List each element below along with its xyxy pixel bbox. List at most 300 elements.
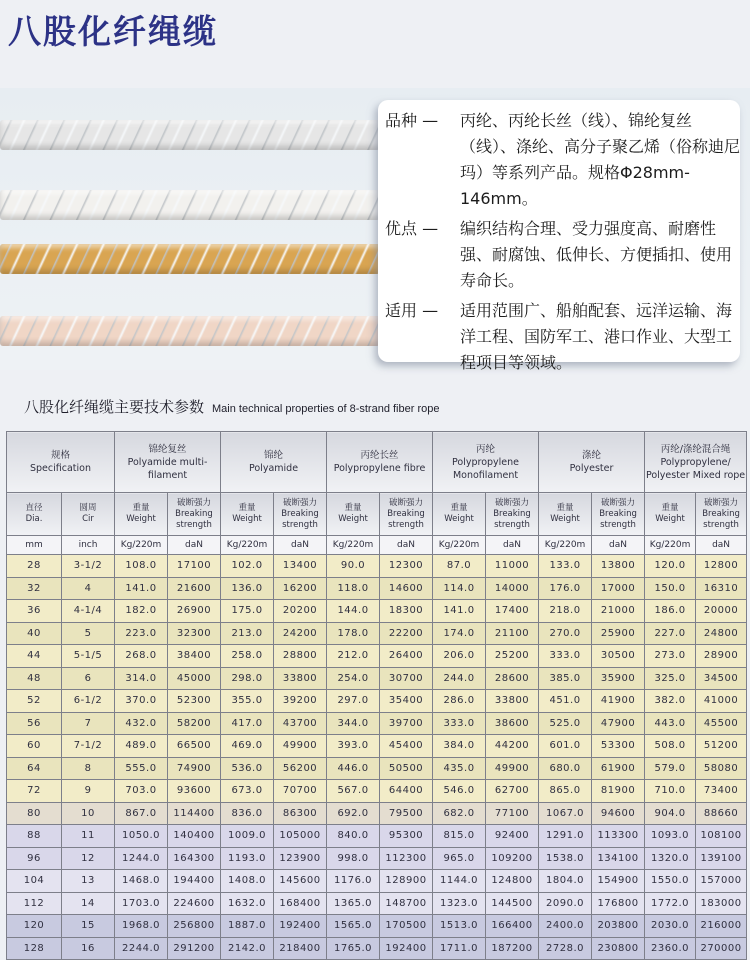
table-cell: 56 bbox=[7, 712, 62, 735]
table-cell: 273.0 bbox=[645, 645, 696, 668]
table-cell: 17400 bbox=[486, 600, 539, 623]
unit-cell: Kg/220m bbox=[433, 536, 486, 555]
subheader-weight bbox=[115, 493, 168, 536]
table-cell: 40 bbox=[7, 622, 62, 645]
table-cell: 865.0 bbox=[539, 780, 592, 803]
table-cell: 26900 bbox=[168, 600, 221, 623]
table-cell: 64 bbox=[7, 757, 62, 780]
table-cell: 297.0 bbox=[327, 690, 380, 713]
table-cell: 150.0 bbox=[645, 577, 696, 600]
subheader-cn: 直径 bbox=[25, 503, 43, 513]
table-cell: 393.0 bbox=[327, 735, 380, 758]
table-cell: 88660 bbox=[696, 802, 747, 825]
table-cell: 325.0 bbox=[645, 667, 696, 690]
table-cell: 32 bbox=[7, 577, 62, 600]
table-cell: 21100 bbox=[486, 622, 539, 645]
table-cell: 120.0 bbox=[645, 555, 696, 578]
subheader-weight bbox=[539, 493, 592, 536]
table-cell: 38600 bbox=[486, 712, 539, 735]
table-cell: 10 bbox=[62, 802, 115, 825]
table-cell: 2030.0 bbox=[645, 915, 696, 938]
unit-cell: daN bbox=[380, 536, 433, 555]
table-cell: 134100 bbox=[592, 847, 645, 870]
table-cell: 112 bbox=[7, 892, 62, 915]
table-cell: 20000 bbox=[696, 600, 747, 623]
table-cell: 175.0 bbox=[221, 600, 274, 623]
table-cell: 74900 bbox=[168, 757, 221, 780]
table-subtitle bbox=[24, 396, 439, 417]
table-cell: 114.0 bbox=[433, 577, 486, 600]
description-text: 丙纶、丙纶长丝（线）、锦纶复丝（线）、涤纶、高分子聚乙烯（俗称迪尼玛）等系列产品。规格Φ28mm-146mm。 bbox=[460, 111, 741, 208]
table-cell: 1538.0 bbox=[539, 847, 592, 870]
table-row bbox=[7, 645, 747, 668]
table-cell: 52 bbox=[7, 690, 62, 713]
table-cell: 435.0 bbox=[433, 757, 486, 780]
table-cell: 33800 bbox=[274, 667, 327, 690]
table-cell: 144.0 bbox=[327, 600, 380, 623]
table-cell: 508.0 bbox=[645, 735, 696, 758]
table-cell: 692.0 bbox=[327, 802, 380, 825]
table-cell: 56200 bbox=[274, 757, 327, 780]
table-cell: 18300 bbox=[380, 600, 433, 623]
description-advantages bbox=[385, 216, 740, 294]
table-cell: 489.0 bbox=[115, 735, 168, 758]
table-row bbox=[7, 667, 747, 690]
table-cell: 370.0 bbox=[115, 690, 168, 713]
table-cell: 836.0 bbox=[221, 802, 274, 825]
subheader-diameter bbox=[7, 493, 62, 536]
table-cell: 11000 bbox=[486, 555, 539, 578]
table-row bbox=[7, 735, 747, 758]
table-row bbox=[7, 757, 747, 780]
table-cell: 21600 bbox=[168, 577, 221, 600]
table-cell: 92400 bbox=[486, 825, 539, 848]
page-title: 八股化纤绳缆 bbox=[8, 12, 218, 51]
table-row bbox=[7, 870, 747, 893]
table-cell: 47900 bbox=[592, 712, 645, 735]
table-cell: 451.0 bbox=[539, 690, 592, 713]
table-cell: 227.0 bbox=[645, 622, 696, 645]
table-cell: 124800 bbox=[486, 870, 539, 893]
table-cell: 443.0 bbox=[645, 712, 696, 735]
table-cell: 673.0 bbox=[221, 780, 274, 803]
table-cell: 114400 bbox=[168, 802, 221, 825]
table-cell: 178.0 bbox=[327, 622, 380, 645]
subheader-en: Breaking strength bbox=[175, 508, 213, 530]
table-cell: 52300 bbox=[168, 690, 221, 713]
table-cell: 2244.0 bbox=[115, 937, 168, 960]
table-cell: 24800 bbox=[696, 622, 747, 645]
description-applications bbox=[385, 298, 740, 376]
product-banner bbox=[0, 88, 750, 370]
table-cell: 1323.0 bbox=[433, 892, 486, 915]
table-cell: 555.0 bbox=[115, 757, 168, 780]
table-row bbox=[7, 780, 747, 803]
subheader-breaking-strength bbox=[274, 493, 327, 536]
table-cell: 601.0 bbox=[539, 735, 592, 758]
subheader-cn: 破断强力 bbox=[495, 497, 530, 508]
table-cell: 16 bbox=[62, 937, 115, 960]
table-cell: 256800 bbox=[168, 915, 221, 938]
table-cell: 44200 bbox=[486, 735, 539, 758]
table-cell: 53300 bbox=[592, 735, 645, 758]
unit-cell: Kg/220m bbox=[115, 536, 168, 555]
table-cell: 7 bbox=[62, 712, 115, 735]
header-en: Specification bbox=[30, 463, 91, 474]
table-cell: 254.0 bbox=[327, 667, 380, 690]
table-cell: 72 bbox=[7, 780, 62, 803]
table-cell: 176.0 bbox=[539, 577, 592, 600]
subheader-breaking-strength bbox=[168, 493, 221, 536]
table-cell: 13 bbox=[62, 870, 115, 893]
table-cell: 1193.0 bbox=[221, 847, 274, 870]
table-cell: 4-1/4 bbox=[62, 600, 115, 623]
table-cell: 80 bbox=[7, 802, 62, 825]
table-cell: 546.0 bbox=[433, 780, 486, 803]
subheader-en: Breaking strength bbox=[599, 508, 637, 530]
table-row bbox=[7, 690, 747, 713]
header-cn: 丙纶/涤纶混合绳 bbox=[660, 443, 731, 455]
table-cell: 24200 bbox=[274, 622, 327, 645]
table-cell: 1320.0 bbox=[645, 847, 696, 870]
header-polyamide-multifilament bbox=[115, 432, 221, 493]
header-mixed-rope bbox=[645, 432, 747, 493]
table-cell: 90.0 bbox=[327, 555, 380, 578]
table-cell: 96 bbox=[7, 847, 62, 870]
table-cell: 26400 bbox=[380, 645, 433, 668]
table-cell: 35900 bbox=[592, 667, 645, 690]
table-cell: 139100 bbox=[696, 847, 747, 870]
table-cell: 16310 bbox=[696, 577, 747, 600]
table-row bbox=[7, 555, 747, 578]
table-cell: 1009.0 bbox=[221, 825, 274, 848]
header-cn: 锦纶 bbox=[264, 450, 284, 461]
table-cell: 12300 bbox=[380, 555, 433, 578]
table-cell: 168400 bbox=[274, 892, 327, 915]
table-cell: 9 bbox=[62, 780, 115, 803]
table-cell: 60 bbox=[7, 735, 62, 758]
table-cell: 6-1/2 bbox=[62, 690, 115, 713]
table-cell: 187200 bbox=[486, 937, 539, 960]
table-row bbox=[7, 622, 747, 645]
subheader-weight bbox=[221, 493, 274, 536]
subheader-en: Breaking strength bbox=[493, 508, 531, 530]
description-block bbox=[385, 108, 740, 380]
table-cell: 182.0 bbox=[115, 600, 168, 623]
table-cell: 314.0 bbox=[115, 667, 168, 690]
subheader-cn: 重量 bbox=[450, 503, 468, 513]
table-cell: 417.0 bbox=[221, 712, 274, 735]
table-cell: 36 bbox=[7, 600, 62, 623]
table-cell: 1050.0 bbox=[115, 825, 168, 848]
subheader-en: Cir bbox=[82, 514, 94, 524]
table-cell: 48 bbox=[7, 667, 62, 690]
table-cell: 140400 bbox=[168, 825, 221, 848]
table-cell: 25900 bbox=[592, 622, 645, 645]
table-cell: 469.0 bbox=[221, 735, 274, 758]
table-cell: 4 bbox=[62, 577, 115, 600]
table-cell: 904.0 bbox=[645, 802, 696, 825]
table-cell: 94600 bbox=[592, 802, 645, 825]
subheader-en: Breaking strength bbox=[702, 508, 740, 530]
table-cell: 30700 bbox=[380, 667, 433, 690]
table-cell: 144500 bbox=[486, 892, 539, 915]
table-cell: 1632.0 bbox=[221, 892, 274, 915]
table-cell: 49900 bbox=[486, 757, 539, 780]
table-row bbox=[7, 802, 747, 825]
table-row bbox=[7, 712, 747, 735]
unit-cell: mm bbox=[7, 536, 62, 555]
table-cell: 108100 bbox=[696, 825, 747, 848]
unit-cell: Kg/220m bbox=[539, 536, 592, 555]
table-cell: 1513.0 bbox=[433, 915, 486, 938]
table-cell: 244.0 bbox=[433, 667, 486, 690]
table-cell: 118.0 bbox=[327, 577, 380, 600]
table-cell: 230800 bbox=[592, 937, 645, 960]
table-cell: 28 bbox=[7, 555, 62, 578]
subheader-cn: 重量 bbox=[344, 503, 362, 513]
table-cell: 86300 bbox=[274, 802, 327, 825]
header-polyamide bbox=[221, 432, 327, 493]
description-label: 适用 — bbox=[385, 301, 439, 320]
table-cell: 703.0 bbox=[115, 780, 168, 803]
header-cn: 丙纶长丝 bbox=[360, 450, 399, 461]
table-cell: 8 bbox=[62, 757, 115, 780]
table-cell: 95300 bbox=[380, 825, 433, 848]
table-cell: 164300 bbox=[168, 847, 221, 870]
header-polypropylene-monofilament bbox=[433, 432, 539, 493]
table-row bbox=[7, 915, 747, 938]
table-cell: 93600 bbox=[168, 780, 221, 803]
table-cell: 1365.0 bbox=[327, 892, 380, 915]
table-cell: 1408.0 bbox=[221, 870, 274, 893]
unit-cell: daN bbox=[696, 536, 747, 555]
table-cell: 1565.0 bbox=[327, 915, 380, 938]
table-cell: 344.0 bbox=[327, 712, 380, 735]
table-cell: 12800 bbox=[696, 555, 747, 578]
table-cell: 105000 bbox=[274, 825, 327, 848]
table-cell: 384.0 bbox=[433, 735, 486, 758]
table-cell: 44 bbox=[7, 645, 62, 668]
unit-cell: daN bbox=[274, 536, 327, 555]
table-cell: 41000 bbox=[696, 690, 747, 713]
table-cell: 128900 bbox=[380, 870, 433, 893]
subheader-en: Dia. bbox=[25, 514, 43, 524]
table-cell: 270000 bbox=[696, 937, 747, 960]
header-specification bbox=[7, 432, 115, 493]
table-cell: 1968.0 bbox=[115, 915, 168, 938]
table-cell: 28900 bbox=[696, 645, 747, 668]
table-cell: 2090.0 bbox=[539, 892, 592, 915]
subheader-breaking-strength bbox=[696, 493, 747, 536]
table-cell: 79500 bbox=[380, 802, 433, 825]
table-cell: 141.0 bbox=[433, 600, 486, 623]
table-row bbox=[7, 847, 747, 870]
table-cell: 183000 bbox=[696, 892, 747, 915]
table-cell: 6 bbox=[62, 667, 115, 690]
table-cell: 3-1/2 bbox=[62, 555, 115, 578]
table-cell: 108.0 bbox=[115, 555, 168, 578]
table-cell: 81900 bbox=[592, 780, 645, 803]
subtitle-cn: 八股化纤绳缆主要技术参数 bbox=[24, 398, 205, 416]
header-en: Polyamide bbox=[248, 463, 299, 474]
table-cell: 77100 bbox=[486, 802, 539, 825]
subheader-cn: 重量 bbox=[238, 503, 256, 513]
table-cell: 998.0 bbox=[327, 847, 380, 870]
subheader-weight bbox=[433, 493, 486, 536]
table-cell: 1176.0 bbox=[327, 870, 380, 893]
description-label: 优点 — bbox=[385, 219, 439, 238]
unit-cell: daN bbox=[592, 536, 645, 555]
table-cell: 840.0 bbox=[327, 825, 380, 848]
table-cell: 73400 bbox=[696, 780, 747, 803]
table-cell: 206.0 bbox=[433, 645, 486, 668]
table-cell: 30500 bbox=[592, 645, 645, 668]
table-row bbox=[7, 825, 747, 848]
table-cell: 62700 bbox=[486, 780, 539, 803]
subheader-breaking-strength bbox=[380, 493, 433, 536]
table-cell: 22200 bbox=[380, 622, 433, 645]
table-cell: 536.0 bbox=[221, 757, 274, 780]
table-cell: 113300 bbox=[592, 825, 645, 848]
header-polypropylene-fibre bbox=[327, 432, 433, 493]
table-cell: 1772.0 bbox=[645, 892, 696, 915]
table-cell: 286.0 bbox=[433, 690, 486, 713]
table-cell: 88 bbox=[7, 825, 62, 848]
specs-table bbox=[6, 431, 747, 960]
table-cell: 112300 bbox=[380, 847, 433, 870]
table-cell: 14 bbox=[62, 892, 115, 915]
description-text: 适用范围广、船舶配套、远洋运输、海洋工程、国防军工、港口作业、大型工程项目等领域。 bbox=[460, 301, 733, 372]
subheader-cn: 圆周 bbox=[79, 503, 97, 513]
subheader-en: Weight bbox=[550, 514, 580, 524]
rope-image-white bbox=[0, 120, 380, 150]
table-body bbox=[7, 555, 747, 960]
table-cell: 333.0 bbox=[539, 645, 592, 668]
table-cell: 192400 bbox=[380, 937, 433, 960]
table-cell: 157000 bbox=[696, 870, 747, 893]
table-cell: 1804.0 bbox=[539, 870, 592, 893]
subheader-cn: 破断强力 bbox=[704, 497, 739, 508]
table-cell: 11 bbox=[62, 825, 115, 848]
table-cell: 49900 bbox=[274, 735, 327, 758]
subheader-en: Breaking strength bbox=[281, 508, 319, 530]
table-cell: 21000 bbox=[592, 600, 645, 623]
header-cn: 涤纶 bbox=[582, 450, 602, 461]
rope-image-peach bbox=[0, 316, 380, 346]
table-cell: 203800 bbox=[592, 915, 645, 938]
table-cell: 218.0 bbox=[539, 600, 592, 623]
table-cell: 45000 bbox=[168, 667, 221, 690]
table-cell: 34500 bbox=[696, 667, 747, 690]
table-cell: 355.0 bbox=[221, 690, 274, 713]
table-cell: 270.0 bbox=[539, 622, 592, 645]
table-cell: 5 bbox=[62, 622, 115, 645]
table-row bbox=[7, 892, 747, 915]
table-cell: 41900 bbox=[592, 690, 645, 713]
table-cell: 7-1/2 bbox=[62, 735, 115, 758]
table-cell: 17100 bbox=[168, 555, 221, 578]
table-cell: 166400 bbox=[486, 915, 539, 938]
table-cell: 176800 bbox=[592, 892, 645, 915]
subheader-cn: 重量 bbox=[132, 503, 150, 513]
subheader-en: Weight bbox=[655, 514, 685, 524]
unit-cell: inch bbox=[62, 536, 115, 555]
subheader-cn: 破断强力 bbox=[389, 497, 424, 508]
table-cell: 682.0 bbox=[433, 802, 486, 825]
table-cell: 192400 bbox=[274, 915, 327, 938]
table-cell: 268.0 bbox=[115, 645, 168, 668]
table-cell: 25200 bbox=[486, 645, 539, 668]
table-cell: 194400 bbox=[168, 870, 221, 893]
header-en: Polyamide multi-filament bbox=[127, 456, 208, 481]
table-cell: 5-1/5 bbox=[62, 645, 115, 668]
table-cell: 109200 bbox=[486, 847, 539, 870]
unit-cell: Kg/220m bbox=[645, 536, 696, 555]
table-cell: 867.0 bbox=[115, 802, 168, 825]
table-cell: 170500 bbox=[380, 915, 433, 938]
table-cell: 51200 bbox=[696, 735, 747, 758]
table-cell: 432.0 bbox=[115, 712, 168, 735]
table-row bbox=[7, 937, 747, 960]
table-cell: 136.0 bbox=[221, 577, 274, 600]
table-cell: 38400 bbox=[168, 645, 221, 668]
table-cell: 525.0 bbox=[539, 712, 592, 735]
subheader-en: Weight bbox=[232, 514, 262, 524]
table-cell: 710.0 bbox=[645, 780, 696, 803]
table-cell: 43700 bbox=[274, 712, 327, 735]
table-cell: 141.0 bbox=[115, 577, 168, 600]
table-cell: 33800 bbox=[486, 690, 539, 713]
header-en: Polypropylene fibre bbox=[333, 463, 426, 474]
table-cell: 39200 bbox=[274, 690, 327, 713]
table-cell: 87.0 bbox=[433, 555, 486, 578]
table-cell: 1703.0 bbox=[115, 892, 168, 915]
table-cell: 680.0 bbox=[539, 757, 592, 780]
subheader-breaking-strength bbox=[486, 493, 539, 536]
description-text: 编织结构合理、受力强度高、耐磨性强、耐腐蚀、低伸长、方便插扣、使用寿命长。 bbox=[460, 219, 733, 290]
table-cell: 123900 bbox=[274, 847, 327, 870]
table-cell: 13800 bbox=[592, 555, 645, 578]
unit-cell: daN bbox=[168, 536, 221, 555]
subheader-weight bbox=[327, 493, 380, 536]
table-cell: 35400 bbox=[380, 690, 433, 713]
header-cn: 丙纶 bbox=[476, 443, 496, 455]
table-row bbox=[7, 577, 747, 600]
table-cell: 1887.0 bbox=[221, 915, 274, 938]
description-variety bbox=[385, 108, 740, 212]
table-cell: 64400 bbox=[380, 780, 433, 803]
table-cell: 815.0 bbox=[433, 825, 486, 848]
subheader-breaking-strength bbox=[592, 493, 645, 536]
table-cell: 2400.0 bbox=[539, 915, 592, 938]
table-cell: 120 bbox=[7, 915, 62, 938]
table-cell: 32300 bbox=[168, 622, 221, 645]
table-row bbox=[7, 600, 747, 623]
table-cell: 2728.0 bbox=[539, 937, 592, 960]
table-cell: 965.0 bbox=[433, 847, 486, 870]
unit-cell: daN bbox=[486, 536, 539, 555]
table-cell: 223.0 bbox=[115, 622, 168, 645]
table-cell: 145600 bbox=[274, 870, 327, 893]
unit-cell: Kg/220m bbox=[221, 536, 274, 555]
table-cell: 17000 bbox=[592, 577, 645, 600]
unit-row bbox=[7, 536, 747, 555]
table-cell: 1093.0 bbox=[645, 825, 696, 848]
table-cell: 154900 bbox=[592, 870, 645, 893]
subheader-cn: 破断强力 bbox=[177, 497, 212, 508]
rope-image-white-2 bbox=[0, 190, 380, 220]
